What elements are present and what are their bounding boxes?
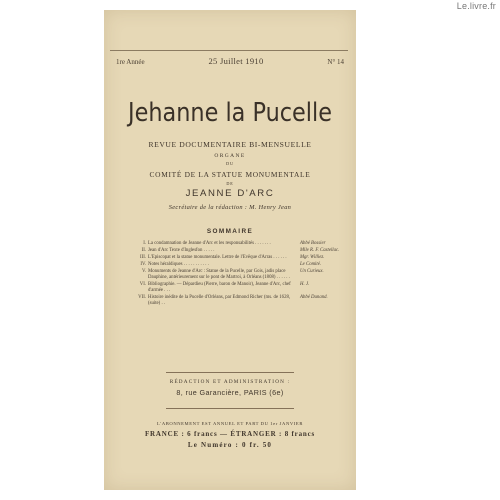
magazine-cover — [104, 10, 356, 490]
toc-item-author: Mlle R. F. Castellac. — [300, 247, 340, 253]
toc-item-title: Histoire inédite de la Pucelle d'Orléans, par Edmond Richer (ms. de 1628, (suite) . . — [148, 294, 291, 306]
price-line: FRANCE : 6 francs — ÉTRANGER : 8 francs — [144, 430, 316, 438]
toc-item-title: Bibliographie. — Dépardieu (Pierre, baron de Manoir), Jeanne d'Arc, chef d'armée . . . — [148, 281, 291, 293]
issue-number: N° 14 — [327, 58, 344, 66]
toc-item-author: H. J. — [300, 281, 310, 287]
toc-item — [134, 248, 340, 254]
issue-date: 25 Juillet 1910 — [208, 56, 264, 66]
toc-item-author: Abbé Dunand. — [300, 294, 328, 300]
toc-item — [134, 262, 340, 268]
single-issue-price: Le Numéro : 0 fr. 50 — [187, 441, 273, 449]
watermark-text: Le.livre.fr — [456, 1, 496, 11]
toc-item-number: V. — [141, 268, 146, 274]
toc-item — [134, 269, 340, 281]
toc-item — [134, 295, 340, 307]
toc-item-title: Notes héraldiques . . . . . . . . . . . — [148, 261, 209, 267]
toc-item — [134, 282, 340, 294]
toc-item-title: Monuments de Jeanne d'Arc : Statue de la Pucelle, par Gois, jadis place Dauphine, antérieurement sur le pont de Martroi, à Orléans (1808) . . . . . . — [148, 268, 290, 280]
cover-header-line — [116, 56, 344, 66]
toc-item-number: I. — [143, 241, 146, 246]
sommaire-heading: SOMMAIRE — [206, 228, 254, 235]
toc-item-author: Mgr. Williez. — [300, 254, 325, 260]
toc-item-number: III. — [140, 254, 146, 260]
toc-item-number: II. — [141, 247, 146, 253]
toc-item-author: Le Comité. — [300, 261, 322, 267]
toc-item-title: L'Episcopat et la statue monumentale. Lettre de l'Evêque d'Arras . . . . . . — [148, 254, 287, 260]
toc-item — [134, 241, 340, 247]
toc-item-author: Un Curieux. — [300, 268, 324, 274]
table-of-contents — [134, 241, 340, 308]
toc-item-number: VI. — [139, 281, 146, 287]
divider — [166, 372, 294, 373]
secretaire-line: Secrétaire de la rédaction : M. Henry Jean — [168, 204, 292, 211]
toc-item-number: VII. — [138, 294, 146, 300]
de-label: DE — [226, 181, 234, 186]
cover-subtitle: REVUE DOCUMENTAIRE BI-MENSUELLE — [148, 140, 312, 149]
address-line: 8, rue Garancière, PARIS (6e) — [176, 388, 284, 397]
jeanne-darc-label: JEANNE D'ARC — [185, 188, 275, 199]
toc-item — [134, 255, 340, 261]
du-label: DU — [226, 161, 234, 166]
cover-title: Jehanne la Pucelle — [128, 98, 332, 128]
toc-item-number: IV. — [140, 261, 146, 267]
comite-label: COMITÉ DE LA STATUE MONUMENTALE — [149, 170, 311, 179]
toc-item-title: La condamnation de Jeanne d'Arc et les responsabilités . . . . . . . — [148, 241, 271, 246]
toc-item-title: Jean d'Arc Texte d'Inglesfon . . . . . — [148, 247, 215, 253]
organe-label: ORGANE — [214, 153, 246, 159]
toc-item-author: Abbé Bossier — [300, 241, 326, 246]
year-label: 1re Année — [116, 58, 145, 66]
redaction-label: RÉDACTION ET ADMINISTRATION : — [169, 379, 291, 385]
subscription-note: L'ABONNEMENT EST ANNUEL ET PART DU 1er JANVIER — [156, 421, 303, 426]
divider — [166, 408, 294, 409]
